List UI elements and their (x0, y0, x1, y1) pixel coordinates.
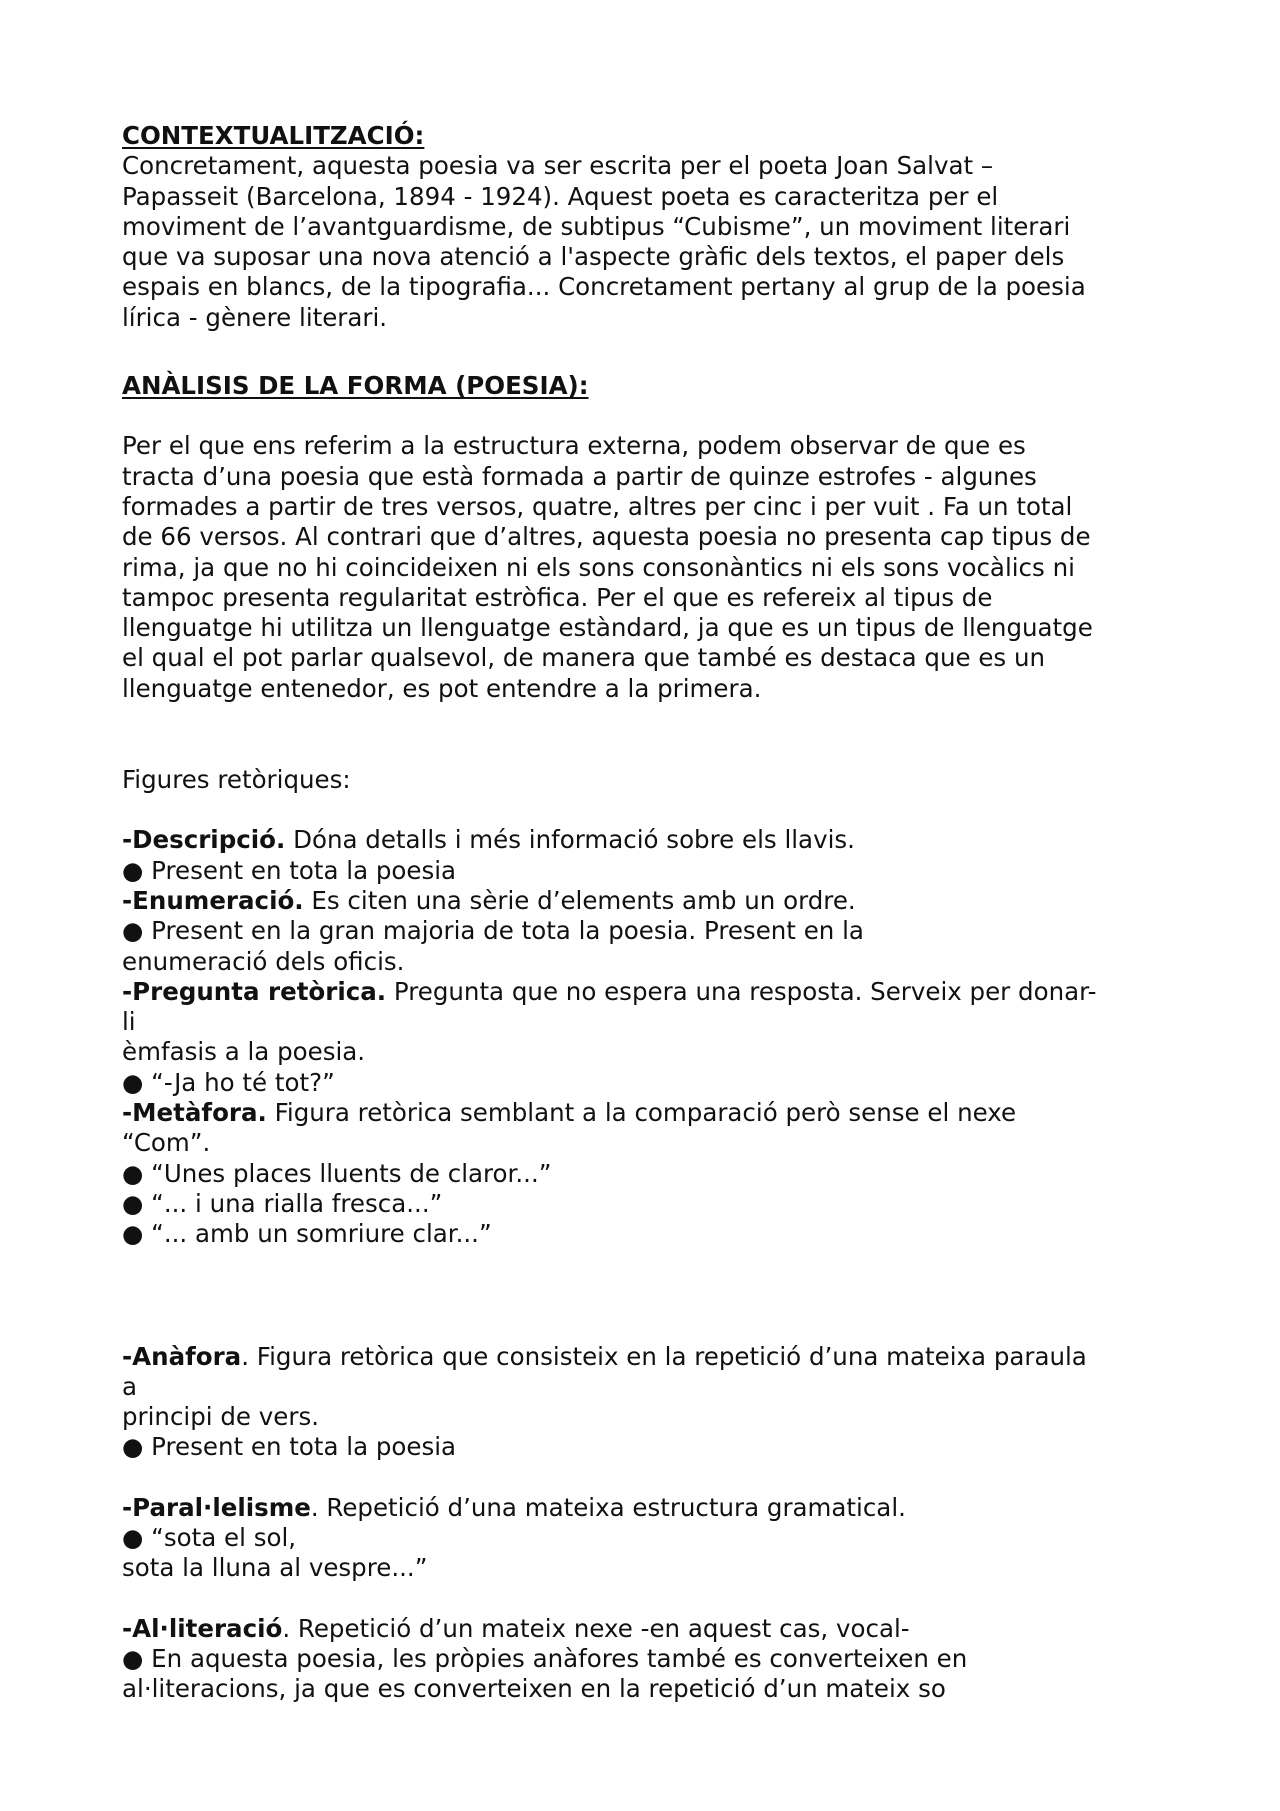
figure-definition-continuation: a (122, 1371, 138, 1401)
context-line: lírica - gènere literari. (122, 302, 388, 332)
form-line: llenguatge entenedor, es pot entendre a la primera. (122, 673, 762, 703)
form-line: de 66 versos. Al contrari que d’altres, aquesta poesia no presenta cap tipus de (122, 522, 1091, 552)
context-section (122, 121, 1162, 333)
figure-enumeracio (122, 886, 1162, 916)
figures-section (122, 765, 1162, 1704)
figure-term: -Al·literació (122, 1613, 283, 1643)
form-line: rima, ja que no hi coincideixen ni els sons consonàntics ni els sons vocàlics ni (122, 552, 1075, 582)
figure-descripcio (122, 825, 1162, 855)
figure-bullet: ● “Unes places lluents de claror...” (122, 1158, 552, 1188)
figure-bullet-continuation: enumeració dels oficis. (122, 946, 405, 976)
figure-bullet-continuation: sota la lluna al vespre...” (122, 1553, 428, 1583)
figure-term: -Descripció. (122, 825, 286, 855)
figure-bullet: ● Present en tota la poesia (122, 1432, 457, 1462)
figure-term: -Paral·lelisme (122, 1492, 311, 1522)
figure-term: -Pregunta retòrica. (122, 976, 387, 1006)
form-section (122, 371, 1162, 704)
figure-paralelisme (122, 1493, 1162, 1523)
form-heading: ANÀLISIS DE LA FORMA (POESIA): (122, 371, 589, 401)
figure-definition-continuation: “Com”. (122, 1128, 211, 1158)
figure-anafora (122, 1342, 1162, 1372)
context-line: Papasseit (Barcelona, 1894 - 1924). Aquest poeta es caracteritza per el (122, 181, 999, 211)
context-line: Concretament, aquesta poesia va ser escrita per el poeta Joan Salvat – (122, 151, 994, 181)
form-line: el qual el pot parlar qualsevol, de manera que també es destaca que es un (122, 643, 1046, 673)
context-heading: CONTEXTUALITZACIÓ: (122, 121, 425, 150)
figure-bullet: ● Present en tota la poesia (122, 855, 457, 885)
form-line: formades a partir de tres versos, quatre, altres per cinc i per vuit . Fa un total (122, 491, 1073, 521)
figure-definition: Dóna detalls i més informació sobre els llavis. (285, 825, 855, 855)
figure-definition: . Repetició d’un mateix nexe -en aquest cas, vocal- (282, 1613, 910, 1643)
context-line: que va suposar una nova atenció a l'aspecte gràfic dels textos, el paper dels (122, 242, 1065, 272)
figure-bullet: ● “... amb un somriure clar...” (122, 1219, 492, 1249)
figure-aliteracio (122, 1614, 1162, 1644)
figure-definition-continuation: principi de vers. (122, 1402, 319, 1432)
figure-definition: . Figura retòrica que consisteix en la repetició d’una mateixa paraula (241, 1341, 1087, 1371)
form-line: tracta d’una poesia que està formada a partir de quinze estrofes - algunes (122, 461, 1037, 491)
figure-definition: Figura retòrica semblant a la comparació però sense el nexe (266, 1098, 1017, 1128)
form-line: tampoc presenta regularitat estròfica. Per el que es refereix al tipus de (122, 582, 993, 612)
form-line: llenguatge hi utilitza un llenguatge estàndard, ja que es un tipus de llenguatge (122, 613, 1093, 643)
figure-definition: Pregunta que no espera una resposta. Serveix per donar- (386, 976, 1097, 1006)
figure-term: -Anàfora (122, 1341, 242, 1371)
context-line: moviment de l’avantguardisme, de subtipus “Cubisme”, un moviment literari (122, 211, 1071, 241)
figure-term: -Metàfora. (122, 1098, 267, 1128)
figure-definition-continuation: èmfasis a la poesia. (122, 1037, 366, 1067)
figure-bullet: ● “-Ja ho té tot?” (122, 1067, 335, 1097)
figure-metafora (122, 1098, 1162, 1128)
figure-definition: . Repetició d’una mateixa estructura gramatical. (310, 1492, 906, 1522)
figure-bullet: ● “sota el sol, (122, 1522, 297, 1552)
figures-label: Figures retòriques: (122, 765, 351, 795)
form-line: Per el que ens referim a la estructura externa, podem observar de que es (122, 431, 1026, 461)
document-page (122, 121, 1162, 1704)
figure-definition: Es citen una sèrie d’elements amb un ordre. (303, 885, 856, 915)
context-line: espais en blancs, de la tipografia... Concretament pertany al grup de la poesia (122, 272, 1086, 302)
figure-definition-continuation: li (122, 1007, 136, 1037)
figure-bullet: ● “... i una rialla fresca...” (122, 1188, 443, 1218)
figure-bullet-continuation: al·literacions, ja que es converteixen en la repetició d’un mateix so (122, 1674, 946, 1704)
figure-bullet: ● Present en la gran majoria de tota la poesia. Present en la (122, 916, 864, 946)
figure-term: -Enumeració. (122, 885, 304, 915)
figure-bullet: ● En aquesta poesia, les pròpies anàfores també es converteixen en (122, 1643, 968, 1673)
figure-pregunta-retorica (122, 977, 1162, 1007)
